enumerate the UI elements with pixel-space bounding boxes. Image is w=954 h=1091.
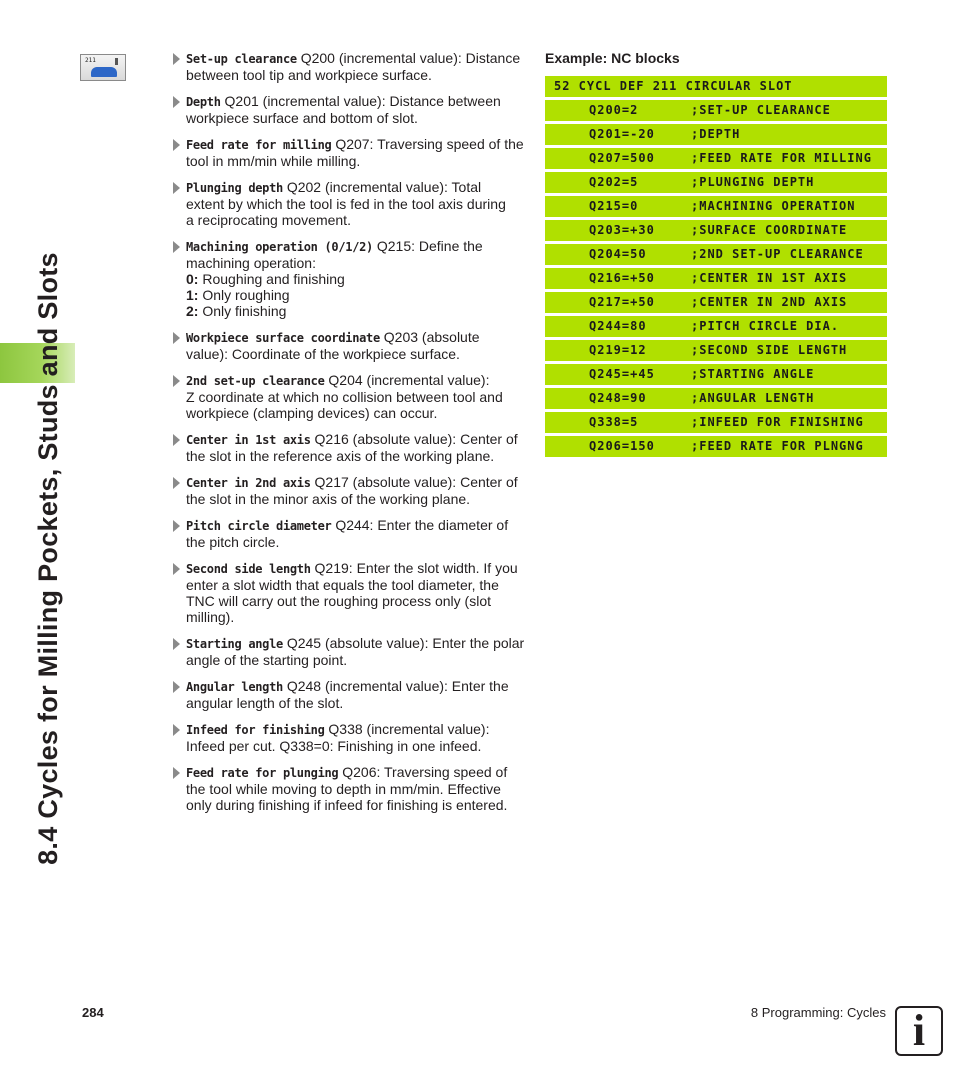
nc-comment: ;SECOND SIDE LENGTH [691,343,848,357]
parameter-item [173,372,528,421]
parameter-description: Q206: Traversing speed of [342,764,508,780]
parameter-description: the slot in the reference axis of the working plane. [186,448,495,464]
nc-parameter: Q206=150 [589,439,655,453]
bullet-arrow-icon [173,477,180,489]
nc-parameter: Q244=80 [589,319,647,333]
parameter-description: Q215: Define the [376,238,483,254]
nc-comment: ;2ND SET-UP CLEARANCE [691,247,864,261]
nc-block-row [545,340,887,361]
option-key: 0: [186,271,199,287]
nc-comment: ;ANGULAR LENGTH [691,391,815,405]
parameter-item [173,50,528,83]
parameter-description: the slot in the minor axis of the working plane. [186,491,471,507]
bullet-arrow-icon [173,520,180,532]
parameter-line [186,136,528,153]
parameter-description: TNC will carry out the roughing process only (slot [186,593,492,609]
parameter-item [173,179,528,228]
parameter-description: milling). [186,609,235,625]
nc-comment: ;PITCH CIRCLE DIA. [691,319,840,333]
parameter-keyword: 2nd set-up clearance [186,374,325,388]
parameter-description: Q338 (incremental value): [328,721,490,737]
nc-parameter: Q338=5 [589,415,639,429]
nc-block-row [545,244,887,265]
option-value: Only roughing [202,287,290,303]
parameter-line [186,678,528,695]
parameter-keyword: Set-up clearance [186,52,297,66]
section-title: 8.4 Cycles for Milling Pockets, Studs and Slots [32,251,63,865]
parameter-line [186,50,528,67]
parameter-description: a reciprocating movement. [186,212,351,228]
bullet-arrow-icon [173,681,180,693]
parameter-keyword: Second side length [186,562,311,576]
parameter-description: angle of the starting point. [186,652,348,668]
parameter-description: Q245 (absolute value): Enter the polar [286,635,525,651]
nc-block-row [545,100,887,121]
parameter-keyword: Center in 2nd axis [186,476,311,490]
nc-comment: ;CENTER IN 1ST AXIS [691,271,848,285]
bullet-arrow-icon [173,53,180,65]
example-title: Example: NC blocks [545,50,680,66]
parameter-line [186,372,528,389]
option-line [186,303,528,319]
parameter-description: tool in mm/min while milling. [186,153,361,169]
parameter-description: Q207: Traversing speed of the [335,136,524,152]
nc-parameter: Q207=500 [589,151,655,165]
nc-parameter: Q245=+45 [589,367,655,381]
nc-comment: ;DEPTH [691,127,741,141]
parameter-item [173,635,528,668]
nc-parameter: Q204=50 [589,247,647,261]
parameter-line [186,517,528,534]
bullet-arrow-icon [173,241,180,253]
parameter-line [186,474,528,491]
parameter-description: enter a slot width that equals the tool diameter, the [186,577,499,593]
nc-block-row [545,124,887,145]
bullet-arrow-icon [173,182,180,194]
parameter-description: machining operation: [186,255,316,271]
nc-comment: ;INFEED FOR FINISHING [691,415,864,429]
parameter-line [186,721,528,738]
parameter-line [186,179,528,196]
parameter-item [173,136,528,169]
bullet-arrow-icon [173,767,180,779]
bullet-arrow-icon [173,96,180,108]
parameter-item [173,517,528,550]
nc-parameter: Q219=12 [589,343,647,357]
parameter-line [186,329,528,346]
parameter-keyword: Plunging depth [186,181,283,195]
section-title-vertical [28,0,68,1091]
parameter-description: Q200 (incremental value): Distance [300,50,521,66]
option-value: Only finishing [202,303,287,319]
parameter-description: Q203 (absolute [383,329,480,345]
nc-comment: ;CENTER IN 2ND AXIS [691,295,848,309]
softkey-marker [115,58,118,65]
parameter-line [186,635,528,652]
parameter-description: Q201 (incremental value): Distance between [224,93,501,109]
parameter-description: Q202 (incremental value): Total [286,179,482,195]
nc-parameter: Q217=+50 [589,295,655,309]
parameter-keyword: Pitch circle diameter [186,519,332,533]
parameter-item [173,329,528,362]
nc-parameter: Q200=2 [589,103,639,117]
nc-comment: ;FEED RATE FOR PLNGNG [691,439,864,453]
parameter-description: Q217 (absolute value): Center of [314,474,518,490]
chapter-label: 8 Programming: Cycles [750,1005,886,1020]
parameter-description: workpiece (clamping devices) can occur. [186,405,438,421]
nc-block-row [545,316,887,337]
nc-blocks-table [545,76,887,460]
nc-comment: ;STARTING ANGLE [691,367,815,381]
nc-block-row [545,148,887,169]
parameter-keyword: Infeed for finishing [186,723,325,737]
parameter-description: Z coordinate at which no collision between tool and [186,389,503,405]
parameter-description: extent by which the tool is fed in the tool axis during [186,196,506,212]
parameter-keyword: Depth [186,95,221,109]
nc-block-row [545,412,887,433]
page-number: 284 [82,1005,104,1020]
nc-block-row [545,292,887,313]
parameter-item [173,238,528,319]
bullet-arrow-icon [173,139,180,151]
parameter-description: Q219: Enter the slot width. If you [314,560,518,576]
nc-block-row [545,268,887,289]
option-line [186,271,528,287]
nc-parameter: Q248=90 [589,391,647,405]
parameter-line [186,764,528,781]
parameter-description: the tool while moving to depth in mm/min. Effective [186,781,501,797]
parameter-description: value): Coordinate of the workpiece surface. [186,346,460,362]
nc-parameter: Q202=5 [589,175,639,189]
nc-block-row [545,436,887,457]
nc-block-row [545,388,887,409]
parameter-description: the pitch circle. [186,534,280,550]
nc-comment: ;FEED RATE FOR MILLING [691,151,872,165]
parameter-description: Q248 (incremental value): Enter the [286,678,509,694]
nc-comment: ;MACHINING OPERATION [691,199,856,213]
info-icon: i [895,1006,943,1056]
nc-parameter: Q216=+50 [589,271,655,285]
option-key: 2: [186,303,199,319]
nc-parameter: Q203=+30 [589,223,655,237]
parameter-item [173,431,528,464]
bullet-arrow-icon [173,724,180,736]
parameter-description: Q216 (absolute value): Center of [314,431,518,447]
cycle-211-softkey-icon [80,54,126,81]
parameter-description: Q204 (incremental value): [328,372,490,388]
softkey-number: 211 [85,57,96,64]
nc-block-row [545,196,887,217]
parameter-line [186,560,528,577]
parameter-keyword: Center in 1st axis [186,433,311,447]
parameter-list [173,50,528,823]
parameter-keyword: Machining operation (0/1/2) [186,240,373,254]
parameter-item [173,560,528,625]
nc-comment: ;SURFACE COORDINATE [691,223,848,237]
parameter-item [173,474,528,507]
option-line [186,287,528,303]
parameter-description: Infeed per cut. Q338=0: Finishing in one infeed. [186,738,482,754]
parameter-description: Q244: Enter the diameter of [335,517,509,533]
parameter-item [173,764,528,813]
nc-block-row [545,364,887,385]
parameter-keyword: Workpiece surface coordinate [186,331,380,345]
circular-slot-shape-icon [91,67,117,77]
nc-block-header-row [545,76,887,97]
parameter-item [173,93,528,126]
nc-comment: ;SET-UP CLEARANCE [691,103,831,117]
bullet-arrow-icon [173,434,180,446]
bullet-arrow-icon [173,332,180,344]
parameter-keyword: Feed rate for plunging [186,766,339,780]
parameter-description: workpiece surface and bottom of slot. [186,110,418,126]
parameter-description: between tool tip and workpiece surface. [186,67,432,83]
bullet-arrow-icon [173,375,180,387]
nc-block-row [545,220,887,241]
option-key: 1: [186,287,199,303]
parameter-line [186,93,528,110]
parameter-description: angular length of the slot. [186,695,344,711]
parameter-keyword: Starting angle [186,637,283,651]
parameter-item [173,678,528,711]
option-value: Roughing and finishing [202,271,345,287]
nc-block-header: 52 CYCL DEF 211 CIRCULAR SLOT [554,79,793,93]
nc-parameter: Q201=-20 [589,127,655,141]
parameter-line [186,431,528,448]
bullet-arrow-icon [173,563,180,575]
parameter-keyword: Angular length [186,680,283,694]
parameter-description: only during finishing if infeed for finishing is entered. [186,797,508,813]
nc-block-row [545,172,887,193]
nc-comment: ;PLUNGING DEPTH [691,175,815,189]
parameter-item [173,721,528,754]
parameter-keyword: Feed rate for milling [186,138,332,152]
nc-parameter: Q215=0 [589,199,639,213]
bullet-arrow-icon [173,638,180,650]
parameter-line [186,238,528,255]
